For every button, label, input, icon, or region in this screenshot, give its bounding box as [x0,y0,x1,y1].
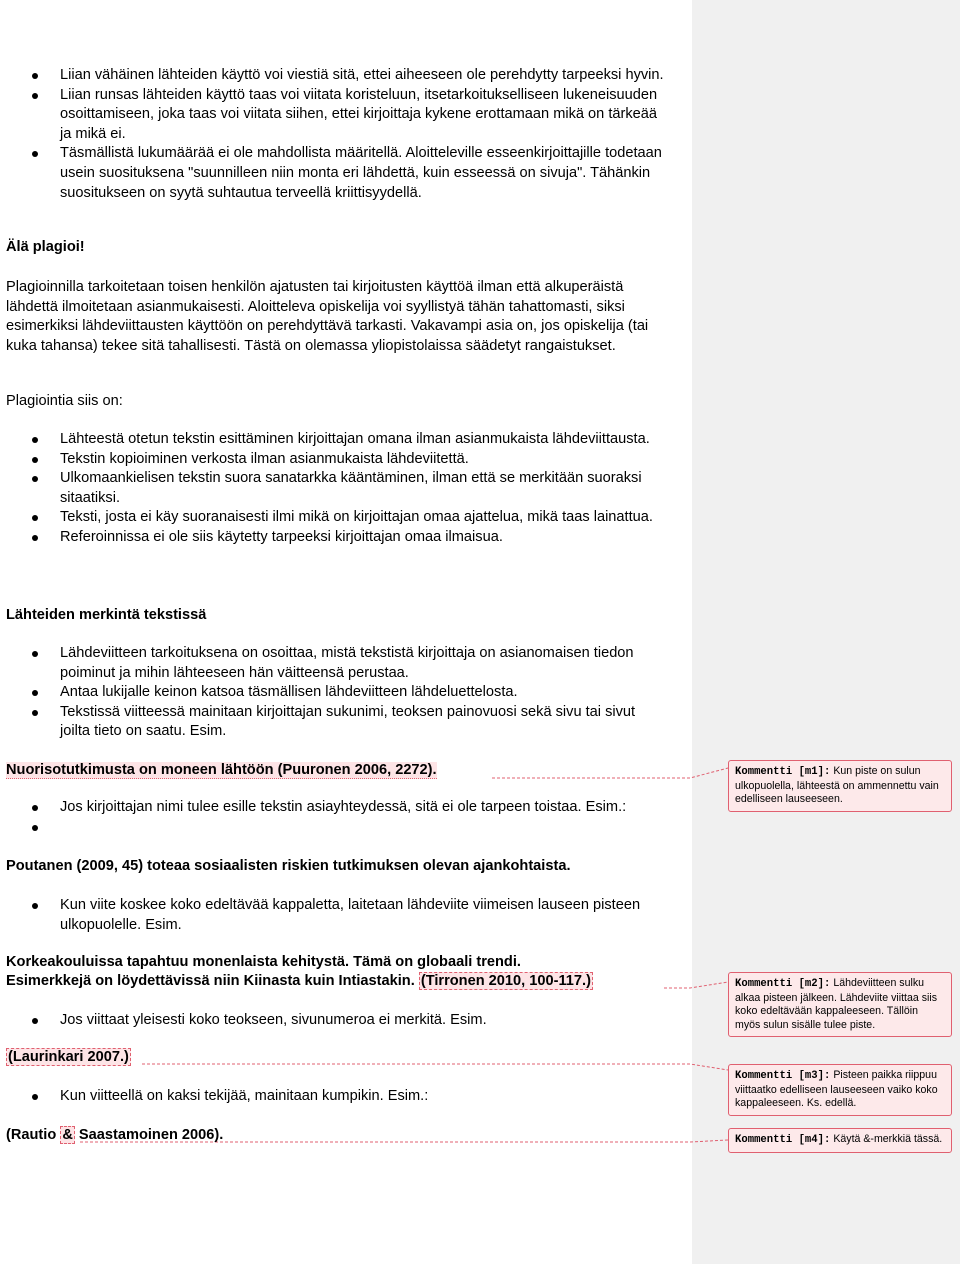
example-citation-1 [6,761,437,781]
list-item [6,66,666,86]
list-item-text: Kun viite koskee koko edeltävää kappaletta, laitetaan lähdeviite viimeisen lauseen pisteen ulkopuolelle. Esim. [60,897,641,933]
example-citation-2: Poutanen (2009, 45) toteaa sosiaalisten riskien tutkimuksen olevan ajankohtaista. [6,858,571,874]
list-plagiarism-types [6,430,666,548]
bullet-icon [32,437,38,443]
list-item [6,528,666,548]
paragraph-plagiarism: Plagioinnilla tarkoitetaan toisen henkilön ajatusten tai kirjoitusten käyttöä ilman että alkuperäistä lähdettä ilmoitetaan asianmukaisesti. Aloitteleva opiskelija voi syyllistyä tähän tahattomasti, siksi esimerkiksi lähdeviittausten käyttöön on perehdyttävä tarkasti. Vakavampi asia on, jos opiskelija (tai kuka tahansa) tekee sitä tahallisesti. Tästä on olemassa yliopistolaissa säädetyt rangaistukset. [6,279,649,354]
example-citation-4 [6,1048,131,1068]
list-item-text: Liian runsas lähteiden käyttö taas voi viitata koristeluun, itsetarkoitukselliseen lukeneisuuden osoittamiseen, joka taas voi viitata siihen, ettei kirjoittaja kykene erottamaan mikä on tärkeää ja mikä ei. [60,86,658,142]
list-item [6,508,666,528]
example-text: (Rautio [6,1127,61,1143]
list-item-text: Teksti, josta ei käy suoranaisesti ilmi mikä on kirjoittajan omaa ajattelua, mikä taas lainattua. [60,509,653,526]
bullet-icon [32,476,38,482]
bullet-icon [32,1018,38,1024]
example-citation-5 [6,1126,223,1146]
example-citation-3-line1: Korkeakouluissa tapahtuu monenlaista kehitystä. Tämä on globaali trendi. [6,954,521,970]
list-whole-paragraph [6,896,666,935]
comment-m2[interactable] [728,972,952,1037]
list-item-text: Tekstissä viitteessä mainitaan kirjoittajan sukunimi, teoksen painovuosi sekä sivu tai sivut joilta tieto on saatu. Esim. [60,703,636,740]
list-item-text: Kun viitteellä on kaksi tekijää, mainitaan kumpikin. Esim.: [60,1088,429,1104]
list-item [6,703,666,742]
bullet-icon [32,690,38,696]
comment-text: Lähdeviitteen sulku alkaa pisteen jälkeen. Lähdeviite viittaa siis koko edeltävään kappaleeseen. Tällöin myös sulun sisälle tulee piste. [735,977,937,1031]
list-citation-rules [6,644,666,742]
list-item [6,896,666,935]
example-text: Saastamoinen 2006). [74,1127,224,1143]
bullet-icon [32,651,38,657]
list-item [6,469,666,508]
bullet-icon [32,710,38,716]
comment-tag: Kommentti [m1]: [735,766,831,778]
list-item-text: Jos kirjoittajan nimi tulee esille tekstin asiayhteydessä, sitä ei ole tarpeen toistaa. Esim.: [60,799,627,815]
bullet-icon [32,93,38,99]
list-two-authors [6,1087,666,1107]
comment-m1[interactable] [728,760,952,812]
list-item-text: Jos viittaat yleisesti koko teokseen, sivunumeroa ei merkitä. Esim. [60,1012,487,1028]
list-item [6,798,666,818]
bullet-icon [32,825,38,831]
list-source-amount [6,66,666,203]
example-citation-3-line2 [6,972,593,992]
list-item [6,683,666,703]
comment-m3[interactable] [728,1064,952,1116]
highlighted-reference[interactable]: (Laurinkari 2007.) [8,1049,129,1065]
list-item-text: Antaa lukijalle keinon katsoa täsmällisen lähdeviitteen lähdeluettelosta. [60,684,518,701]
heading-citations: Lähteiden merkintä tekstissä [6,607,207,623]
highlighted-ampersand[interactable]: & [62,1127,73,1143]
heading-plagiarism: Älä plagioi! [6,239,85,255]
connector-m3 [142,1064,728,1070]
list-author-in-text [6,798,666,837]
bullet-icon [32,73,38,79]
comment-m4[interactable] [728,1128,952,1153]
list-item [6,818,666,838]
comment-tag: Kommentti [m4]: [735,1134,831,1146]
comment-tag: Kommentti [m3]: [735,1070,831,1082]
list-whole-book [6,1011,666,1031]
bullet-icon [32,151,38,157]
bullet-icon [32,805,38,811]
list-item [6,1011,666,1031]
list-item [6,644,666,683]
list-item-text: Lähteestä otetun tekstin esittäminen kirjoittajan omana ilman asianmukaista lähdeviittausta. [60,431,650,447]
list-item [6,1087,666,1107]
bullet-icon [32,515,38,521]
list-item-text: Lähdeviitteen tarkoituksena on osoittaa, mistä tekstistä kirjoittaja on asianomaisen tiedon poiminut ja mihin lähteeseen hän väitteensä perustaa. [60,645,634,681]
bullet-icon [32,535,38,541]
list-item [6,86,666,145]
list-item [6,430,666,450]
example-text: Esimerkkejä on löydettävissä niin Kiinasta kuin Intiastakin. [6,973,415,989]
comment-tag: Kommentti [m2]: [735,978,831,990]
comment-text: Kun piste on sulun ulkopuolella, lähteestä on ammennettu vain edelliseen lauseeseen. [735,765,939,806]
paragraph-plagiarism-is: Plagiointia siis on: [6,393,123,409]
list-item-text: Referoinnissa ei ole siis käytetty tarpeeksi kirjoittajan omaa ilmaisua. [60,528,503,545]
bullet-icon [32,1094,38,1100]
list-item [6,144,666,203]
highlighted-text[interactable]: Nuorisotutkimusta on moneen lähtöön (Puuronen 2006, 2272). [6,762,437,778]
comment-text: Käytä &-merkkiä tässä. [833,1133,943,1145]
highlighted-reference[interactable]: (Tirronen 2010, 100-117.) [420,973,591,989]
comment-text: Pisteen paikka riippuu viittaatko edelliseen lauseeseen vaiko koko kappaleeseen. Ks. edellä. [735,1069,938,1110]
list-item-text: Tekstin kopioiminen verkosta ilman asianmukaista lähdeviitettä. [60,450,469,467]
list-item-text: Ulkomaankielisen tekstin suora sanatarkka kääntäminen, ilman että se merkitään suoraksi sitaatiksi. [60,470,642,506]
list-item-text: Liian vähäinen lähteiden käyttö voi viestiä sitä, ettei aiheeseen ole perehdytty tarpeeksi hyvin. [60,67,664,83]
list-item [6,450,666,470]
bullet-icon [32,903,38,909]
list-item-text: Täsmällistä lukumäärää ei ole mahdollista määritellä. Aloitteleville esseenkirjoittajille todetaan usein suosituksena "suunnilleen niin monta eri lähdettä, kuin esseessä on sivuja". Tähänkin suositukseen on syytä suhtautua terveellä kriittisyydellä. [60,145,662,201]
bullet-icon [32,457,38,463]
